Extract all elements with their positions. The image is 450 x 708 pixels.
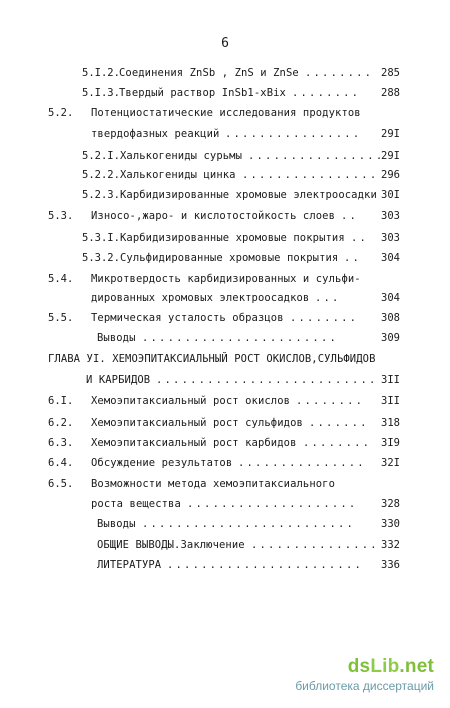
toc-entry-page: 318 (381, 417, 400, 429)
toc-entry (0, 249, 450, 267)
toc-entry (0, 84, 450, 102)
toc-entry-title: Халькогениды сурьмы (120, 150, 243, 162)
toc-entry-page: 304 (381, 292, 400, 304)
toc-entry-number: 5.I.2. (82, 67, 120, 79)
toc-entry-title: твердофазных реакций (91, 128, 220, 140)
toc-entry-page: 309 (381, 332, 400, 344)
toc-entry-title: Потенциостатические исследования продуктов (91, 107, 361, 119)
toc-entry-number: 5.4. (48, 273, 74, 285)
toc-entry (0, 147, 450, 165)
toc-entry-leader-dots: ....................... (167, 559, 363, 571)
page-number: 6 (221, 36, 229, 51)
toc-entry-number: 6.3. (48, 437, 74, 449)
toc-entry-page: 3I9 (381, 437, 400, 449)
toc-entry-page: 330 (381, 518, 400, 530)
toc-entry-title: Износо-,жаро- и кислотостойкость слоев (91, 210, 336, 222)
toc-entry-page: 32I (381, 457, 400, 469)
toc-entry-title: Микротвердость карбидизированных и сульфи- (91, 273, 361, 285)
toc-entry-leader-dots: ............... (238, 457, 366, 469)
toc-entry-number: 5.3.I. (82, 232, 120, 244)
toc-entry (0, 350, 450, 368)
toc-entry-number: 6.2. (48, 417, 74, 429)
toc-entry-title: Возможности метода хемоэпитаксиального (91, 478, 336, 490)
toc-entry (0, 186, 450, 204)
toc-entry-number: 5.3.2. (82, 252, 120, 264)
toc-entry-leader-dots: ... (315, 292, 341, 304)
toc-entry-page: 29I (381, 150, 400, 162)
toc-entry-page: 328 (381, 498, 400, 510)
toc-entry (0, 434, 450, 452)
toc-entry (0, 536, 450, 554)
toc-entry-title: ЛИТЕРАТУРА (97, 559, 162, 571)
toc-entry-leader-dots: ........ (296, 395, 365, 407)
toc-entry-number: 5.5. (48, 312, 74, 324)
toc-entry-page: 30I (381, 189, 400, 201)
toc-entry (0, 392, 450, 410)
toc-entry (0, 329, 450, 347)
toc-entry (0, 104, 450, 122)
toc-entry (0, 289, 450, 307)
toc-entry-title: Выводы (97, 518, 136, 530)
toc-entry-title: Соединения ZnSb , ZnS и ZnSe (119, 67, 299, 79)
toc-entry-number: 5.2. (48, 107, 74, 119)
toc-entry-page: 336 (381, 559, 400, 571)
toc-entry-title: И КАРБИДОВ (86, 374, 151, 386)
toc-entry-title: Хемоэпитаксиальный рост сульфидов (91, 417, 303, 429)
toc-entry-leader-dots: .. (341, 210, 359, 222)
toc-entry-title: Карбидизированные хромовые электроосадки (120, 189, 377, 201)
toc-entry-number: 5.2.3. (82, 189, 120, 201)
toc-entry (0, 515, 450, 533)
toc-entry (0, 166, 450, 184)
toc-entry-leader-dots: .. (351, 232, 369, 244)
toc-entry-leader-dots: ................ (242, 169, 379, 181)
toc-entry-number: 5.I.3. (82, 87, 120, 99)
toc-entry-page: 29I (381, 128, 400, 140)
toc-entry-leader-dots: .. (344, 252, 362, 264)
toc-entry-title: дированных хромовых электроосадков (91, 292, 310, 304)
toc-entry-leader-dots: ................ (225, 128, 362, 140)
toc-entry-leader-dots: ............... (251, 539, 379, 551)
toc-entry (0, 371, 450, 389)
toc-entry-number: 6.4. (48, 457, 74, 469)
toc-entry-title: Выводы (97, 332, 136, 344)
toc-entry-number: 5.2.I. (82, 150, 120, 162)
toc-entry-leader-dots: ....... (309, 417, 369, 429)
toc-entry-title: Сульфидированные хромовые покрытия (120, 252, 339, 264)
toc-entry-page: 285 (381, 67, 400, 79)
toc-entry-page: 296 (381, 169, 400, 181)
toc-entry-page: 3II (381, 395, 400, 407)
toc-entry-title: Твердый раствор InSb1-xBix (119, 87, 286, 99)
watermark (295, 656, 434, 694)
toc-entry (0, 207, 450, 225)
toc-entry-page: 303 (381, 210, 400, 222)
toc-entry-leader-dots: ........ (292, 87, 361, 99)
toc-entry-leader-dots: ........ (290, 312, 359, 324)
toc-entry-page: 332 (381, 539, 400, 551)
toc-entry-number: 5.2.2. (82, 169, 120, 181)
toc-entry-leader-dots: ................ (248, 150, 385, 162)
toc-entry (0, 556, 450, 574)
toc-entry-title: роста вещества (91, 498, 181, 510)
toc-entry (0, 454, 450, 472)
watermark-caption: библиотека диссертаций (295, 679, 434, 693)
toc-entry-title: ОБЩИЕ ВЫВОДЫ.Заключение (97, 539, 245, 551)
toc-entry-title: Карбидизированные хромовые покрытия (120, 232, 345, 244)
toc-entry-leader-dots: ........ (305, 67, 374, 79)
toc-entry (0, 495, 450, 513)
toc-entry (0, 270, 450, 288)
toc-entry-leader-dots: ......................... (142, 518, 356, 530)
toc-entry (0, 64, 450, 82)
toc-entry-title: Халькогениды цинка (120, 169, 236, 181)
toc-entry-title: Хемоэпитаксиальный рост карбидов (91, 437, 297, 449)
toc-entry-leader-dots: .................... (187, 498, 358, 510)
toc-entry-title: Термическая усталость образцов (91, 312, 284, 324)
toc-entry-title: Обсуждение результатов (91, 457, 233, 469)
toc-entry-leader-dots: .......................... (156, 374, 378, 386)
toc-entry (0, 125, 450, 143)
toc-entry-leader-dots: ........ (303, 437, 372, 449)
toc-entry-title: Хемоэпитаксиальный рост окислов (91, 395, 291, 407)
watermark-logo: dsLib.net (347, 656, 434, 677)
toc-entry-page: 288 (381, 87, 400, 99)
toc-entry-number: 6.5. (48, 478, 74, 490)
toc-entry (0, 475, 450, 493)
toc-entry-title: ГЛАВА УI. ХЕМОЭПИТАКСИАЛЬНЫЙ РОСТ ОКИСЛОВ,СУЛЬФИДОВ (48, 353, 376, 365)
toc-entry-number: 6.I. (48, 395, 74, 407)
toc-entry-number: 5.3. (48, 210, 74, 222)
toc-entry-leader-dots: ....................... (142, 332, 338, 344)
toc-entry (0, 229, 450, 247)
toc-entry-page: 304 (381, 252, 400, 264)
toc-entry-page: 308 (381, 312, 400, 324)
toc-entry-page: 3II (381, 374, 400, 386)
toc-entry (0, 309, 450, 327)
toc-entry-page: 303 (381, 232, 400, 244)
toc-entry (0, 414, 450, 432)
